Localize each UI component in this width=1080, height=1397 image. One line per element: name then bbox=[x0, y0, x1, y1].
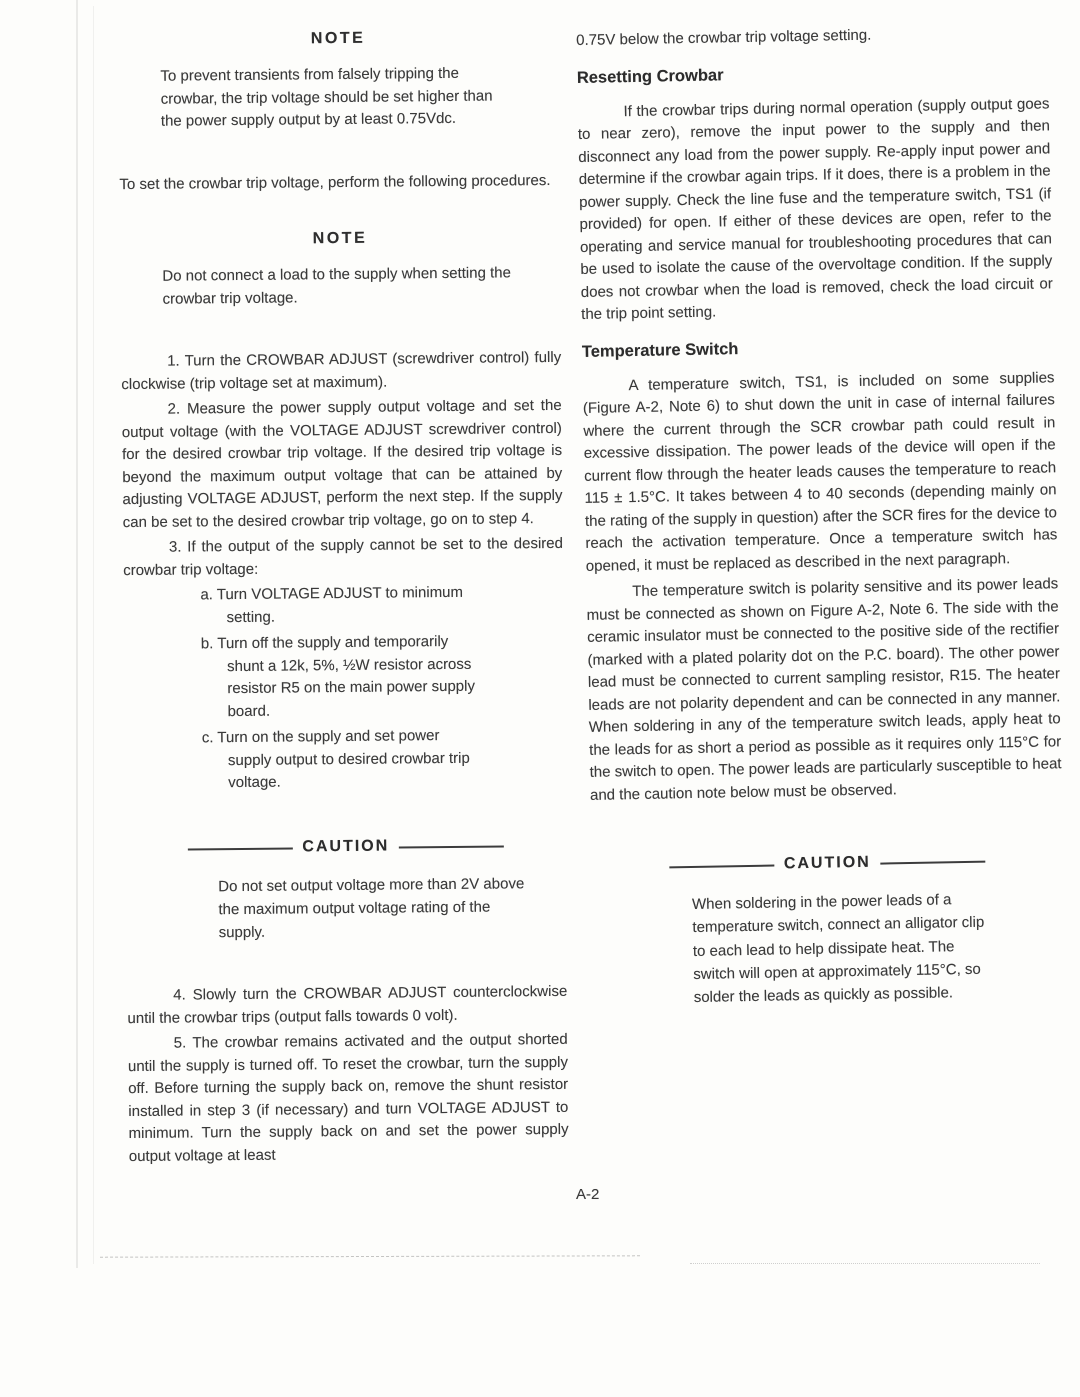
section-heading-temperature-switch: Temperature Switch bbox=[581, 339, 739, 361]
continuation-paragraph: 0.75V below the crowbar trip voltage setting. bbox=[576, 26, 872, 49]
left-column bbox=[118, 28, 569, 1171]
caution-heading bbox=[591, 850, 1063, 877]
caution-rule-right bbox=[399, 845, 504, 848]
note-body: Do not connect a load to the supply when setting the crowbar trip voltage. bbox=[162, 264, 511, 308]
caution-body: Do not set output voltage more than 2V above the maximum output voltage rating of the supply. bbox=[218, 874, 525, 942]
procedure-step-1: 1. Turn the CROWBAR ADJUST (screwdriver control) fully clockwise (trip voltage set at maximum). bbox=[121, 348, 562, 393]
right-column bbox=[576, 21, 1069, 1169]
page-number: A-2 bbox=[576, 1186, 600, 1203]
note-heading: NOTE bbox=[312, 229, 368, 248]
procedure-substep-c: c. Turn on the supply and set power supply output to desired crowbar trip voltage. bbox=[201, 727, 470, 792]
page-content bbox=[118, 26, 1062, 1169]
procedure-step-4: 4. Slowly turn the CROWBAR ADJUST counterclockwise until the crowbar trips (output falls towards 0 volt). bbox=[127, 983, 568, 1027]
scan-artifact-left-edge-line bbox=[76, 0, 78, 1268]
caution-rule-left bbox=[669, 865, 774, 869]
caution-label: CAUTION bbox=[783, 853, 871, 873]
procedure-step-3: 3. If the output of the supply cannot be set to the desired crowbar trip voltage: bbox=[123, 534, 564, 579]
caution-rule-left bbox=[187, 847, 292, 850]
caution-rule-right bbox=[881, 861, 986, 865]
temperature-switch-paragraph-2: The temperature switch is polarity sensitive and its power leads must be connected as shown on Figure A-2, Note 6. The side with the ceramic insulator must be connected to the positive side of the rectifier (marked with a plated polarity dot on the P.C. board). The other power lead must be connected to current sampling resistor, R15. The heater leads are not polarity dependent and can be connected in any manner. When soldering in any of the temperature switch leads, apply heat to the leads for as short a period as possible as it requires only 115°C for the switch to open. The power leads are particularly susceptible to heat and the caution note below must be observed. bbox=[586, 575, 1062, 804]
note-body: To prevent transients from falsely tripping the crowbar, the trip voltage should be set higher than the power supply output by at least 0.75Vdc. bbox=[160, 64, 493, 130]
section-heading-resetting-crowbar: Resetting Crowbar bbox=[576, 65, 724, 87]
procedure-substep-a: a. Turn VOLTAGE ADJUST to minimum setting. bbox=[200, 583, 464, 626]
procedure-substep-b: b. Turn off the supply and temporarily shunt a 12k, 5%, ½W resistor across resistor R5 on the main power supply board. bbox=[200, 632, 476, 720]
scan-artifact-bottom-line-2 bbox=[690, 1263, 1040, 1264]
procedure-step-2: 2. Measure the power supply output voltage and set the output voltage (with the VOLTAGE ADJUST screwdriver control) for the desired crowbar trip voltage. If the desired trip voltage is beyond the maximum output voltage that can be attained by adjusting VOLTAGE ADJUST, perform the next step. If the supply can be set to the desired crowbar trip voltage, go on to step 4. bbox=[121, 396, 563, 531]
intro-paragraph: To set the crowbar trip voltage, perform the following procedures. bbox=[119, 171, 551, 193]
procedure-step-5: 5. The crowbar remains activated and the output shorted until the supply is turned off. To reset the crowbar, turn the supply off. Before turning the supply back on, remove the shunt resistor installed in step 3 (if necessary) and turn VOLTAGE ADJUST to minimum. Turn the supply back on and set the power supply output voltage at least bbox=[127, 1031, 569, 1165]
scan-artifact-bottom-line bbox=[100, 1255, 640, 1257]
resetting-crowbar-paragraph: If the crowbar trips during normal operation (supply output goes to near zero), remove the input power to the supply and then disconnect any load from the power supply. Re-apply input power and determine if the crowbar again trips. If it does, there is a problem in the power supply. Check the line fuse and the temperature switch, TS1 (if provided) for open. If either of these devices are open, refer to the operating and service manual for troubleshooting procedures that can be used to isolate the cause of the overvoltage condition. If the supply does not crowbar when the load is removed, check the load circuit or the trip point setting. bbox=[577, 94, 1053, 323]
scan-artifact-left-edge-line-2 bbox=[93, 6, 94, 1264]
caution-label: CAUTION bbox=[302, 837, 390, 855]
note-heading: NOTE bbox=[310, 29, 366, 48]
caution-heading bbox=[126, 835, 566, 857]
temperature-switch-paragraph-1: A temperature switch, TS1, is included on some supplies (Figure A-2, Note 6) to shut down the unit in case of internal failures where the current through the SCR crowbar path could result in excessive dissipation. The power leads of the device will open if the current flow through the heater leads causes the temperature to reach 115 ± 1.5°C. It takes between 4 to 40 seconds (depending mainly on the rating of the supply in question) after the SCR fires for the device to reach the activation temperature. Once a temperature switch has opened, it must be replaced as described in the next paragraph. bbox=[582, 368, 1058, 575]
caution-body: When soldering in the power leads of a temperature switch, connect an alligator clip to each lead to help dissipate heat. The switch will open at approximately 115°C, so solder the leads as quickly as possible. bbox=[691, 891, 985, 1007]
